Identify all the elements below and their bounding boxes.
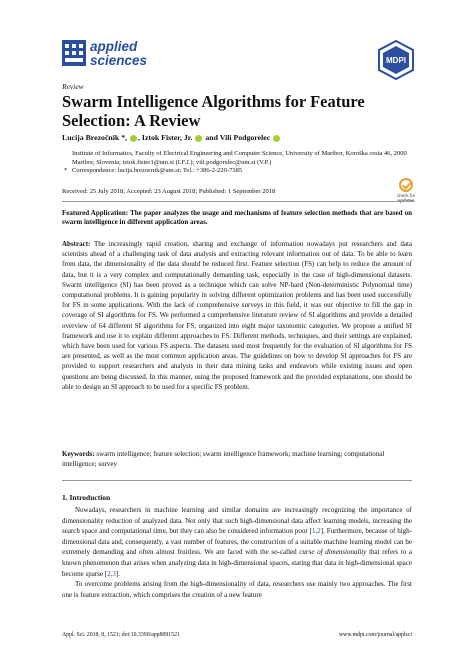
text-run: ]. Furthermore, because of high-dimensional data and, consequently, a vast number of features, the construction of a suitable machine learning model can be extremely demanding and often almost fruitless. We are faced with the so-called: [62, 527, 412, 557]
paragraph: [62, 505, 412, 579]
text-run: that refers to a known phenomenon that arises when analyzing data in high-dimensional spaces, stating that data in high-dimensional space become sparse [: [62, 548, 412, 578]
italic-term: curse of dimensionality: [299, 548, 367, 557]
publisher-name: MDPI: [386, 56, 406, 65]
divider: [62, 480, 412, 481]
mdpi-logo-icon: [378, 40, 414, 80]
affiliation: Institute of Informatics, Faculty of Electrical Engineering and Computer Science, University of Maribor, Koroška cesta 46, 2000 Maribor, Slovenia; iztok.fister1@um.si (I.F.J.); vili.podgorelec@um.si (V.P.): [72, 150, 407, 166]
keywords-label: Keywords:: [62, 450, 95, 458]
orcid-icon[interactable]: [273, 135, 280, 142]
affiliation-block: [64, 150, 422, 176]
author-list: Lucija Brezočnik *, , Iztok Fister, Jr. and Vili Podgorelec: [62, 133, 281, 142]
author-name: and Vili Podgorelec: [205, 133, 271, 142]
footer-url[interactable]: www.mdpi.com/journal/applsci: [338, 632, 412, 638]
author-marks: *,: [119, 133, 128, 142]
updates-label-2: updates: [397, 198, 415, 203]
author-name: Iztok Fister, Jr.: [141, 133, 193, 142]
abstract-text: The increasingly rapid creation, sharing and exchange of information nowadays put researchers and data scientists ahead of a challenging task of data analysis and extracting relevant information out of data. To be able to learn from data, the dimensionality of the data should be reduced first. Feature selection (FS) can help to reduce the amount of data, but it is a very complex and computationally demanding task, especially in the case of high-dimensional datasets. Swarm intelligence (SI) has been proved as a technique which can solve NP-hard (Non-deterministic Polynomial time) computational problems. It is gaining popularity in solving different optimization problems and has been used successfully for FS in some applications. With the lack of comprehensive surveys in this field, it was our objective to fill the gap in coverage of SI algorithms for FS. We performed a comprehensive literature review of SI algorithms and provide a detailed overview of 64 different SI algorithms for FS, organized into eight major taxonomic categories. We propose a unified SI framework and use it to explain different approaches to FS. Different methods, techniques, and their settings are explained, which have been used for various FS aspects. The datasets used most frequently for the evaluation of SI algorithms for FS are presented, as well as the most common application areas. The guidelines on how to develop SI approaches for FS are provided to support researchers and analysts in their data mining tasks and endeavors while existing issues and open questions are being discussed. In this manner, using the proposed framework and the provided explanations, one should be able to design an SI approach to be used for a specific FS problem.: [62, 240, 413, 391]
paragraph: To overcome problems arising from the high-dimensionality of data, researchers use mainly two approaches. The first one is feature extraction, which comprises the creation of a new feature: [62, 580, 412, 599]
orcid-icon[interactable]: [130, 135, 137, 142]
article-type: Review: [62, 82, 84, 91]
introduction-body: [62, 505, 412, 600]
journal-name: [90, 40, 147, 68]
author-name: Lucija Brezočnik: [62, 133, 120, 142]
journal-logo-icon: [62, 40, 86, 66]
article-title: Swarm Intelligence Algorithms for Feature Selection: A Review: [62, 92, 365, 130]
citation-link[interactable]: 2,3: [107, 569, 116, 578]
correspondence-marker: *: [64, 167, 68, 174]
footer-citation: Appl. Sci. 2018, 8, 1521; doi:10.3390/app8091521: [62, 632, 180, 638]
keywords: [62, 449, 412, 469]
section-title: 1. Introduction: [62, 493, 111, 502]
orcid-icon[interactable]: [195, 135, 202, 142]
journal-name-line1: applied: [90, 39, 138, 54]
divider: [62, 201, 412, 202]
citation-link[interactable]: 1,2: [311, 527, 321, 536]
abstract: [62, 239, 412, 392]
abstract-label: Abstract:: [62, 240, 91, 248]
check-updates-icon: [399, 178, 413, 192]
featured-application: Featured Application: The paper analyzes the usage and mechanisms of feature selection methods that are based on swarm intelligence in different application areas.: [62, 209, 412, 226]
correspondence: Correspondence: lucija.brezocnik@um.si; Tel.: +386-2-220-7385: [72, 167, 243, 174]
check-for-updates-badge[interactable]: [386, 178, 426, 203]
journal-name-line2: sciences: [90, 53, 148, 68]
updates-label-1: check for: [396, 193, 416, 198]
publication-dates: Received: 25 July 2018; Accepted: 23 August 2018; Published: 1 September 2018: [62, 188, 276, 195]
text-run: ].: [115, 569, 120, 578]
text-run: Nowadays, researchers in machine learning and similar domains are increasingly recognizing the importance of dimensionality reduction of analyzed data. Not only that such high-dimensional data affect learning models, increasing the search space and computational time, but they can also be considered information poor [: [62, 506, 412, 536]
keywords-text: swarm intelligence; feature selection; swarm intelligence framework; machine learning; computational intelligence; survey: [62, 450, 385, 468]
